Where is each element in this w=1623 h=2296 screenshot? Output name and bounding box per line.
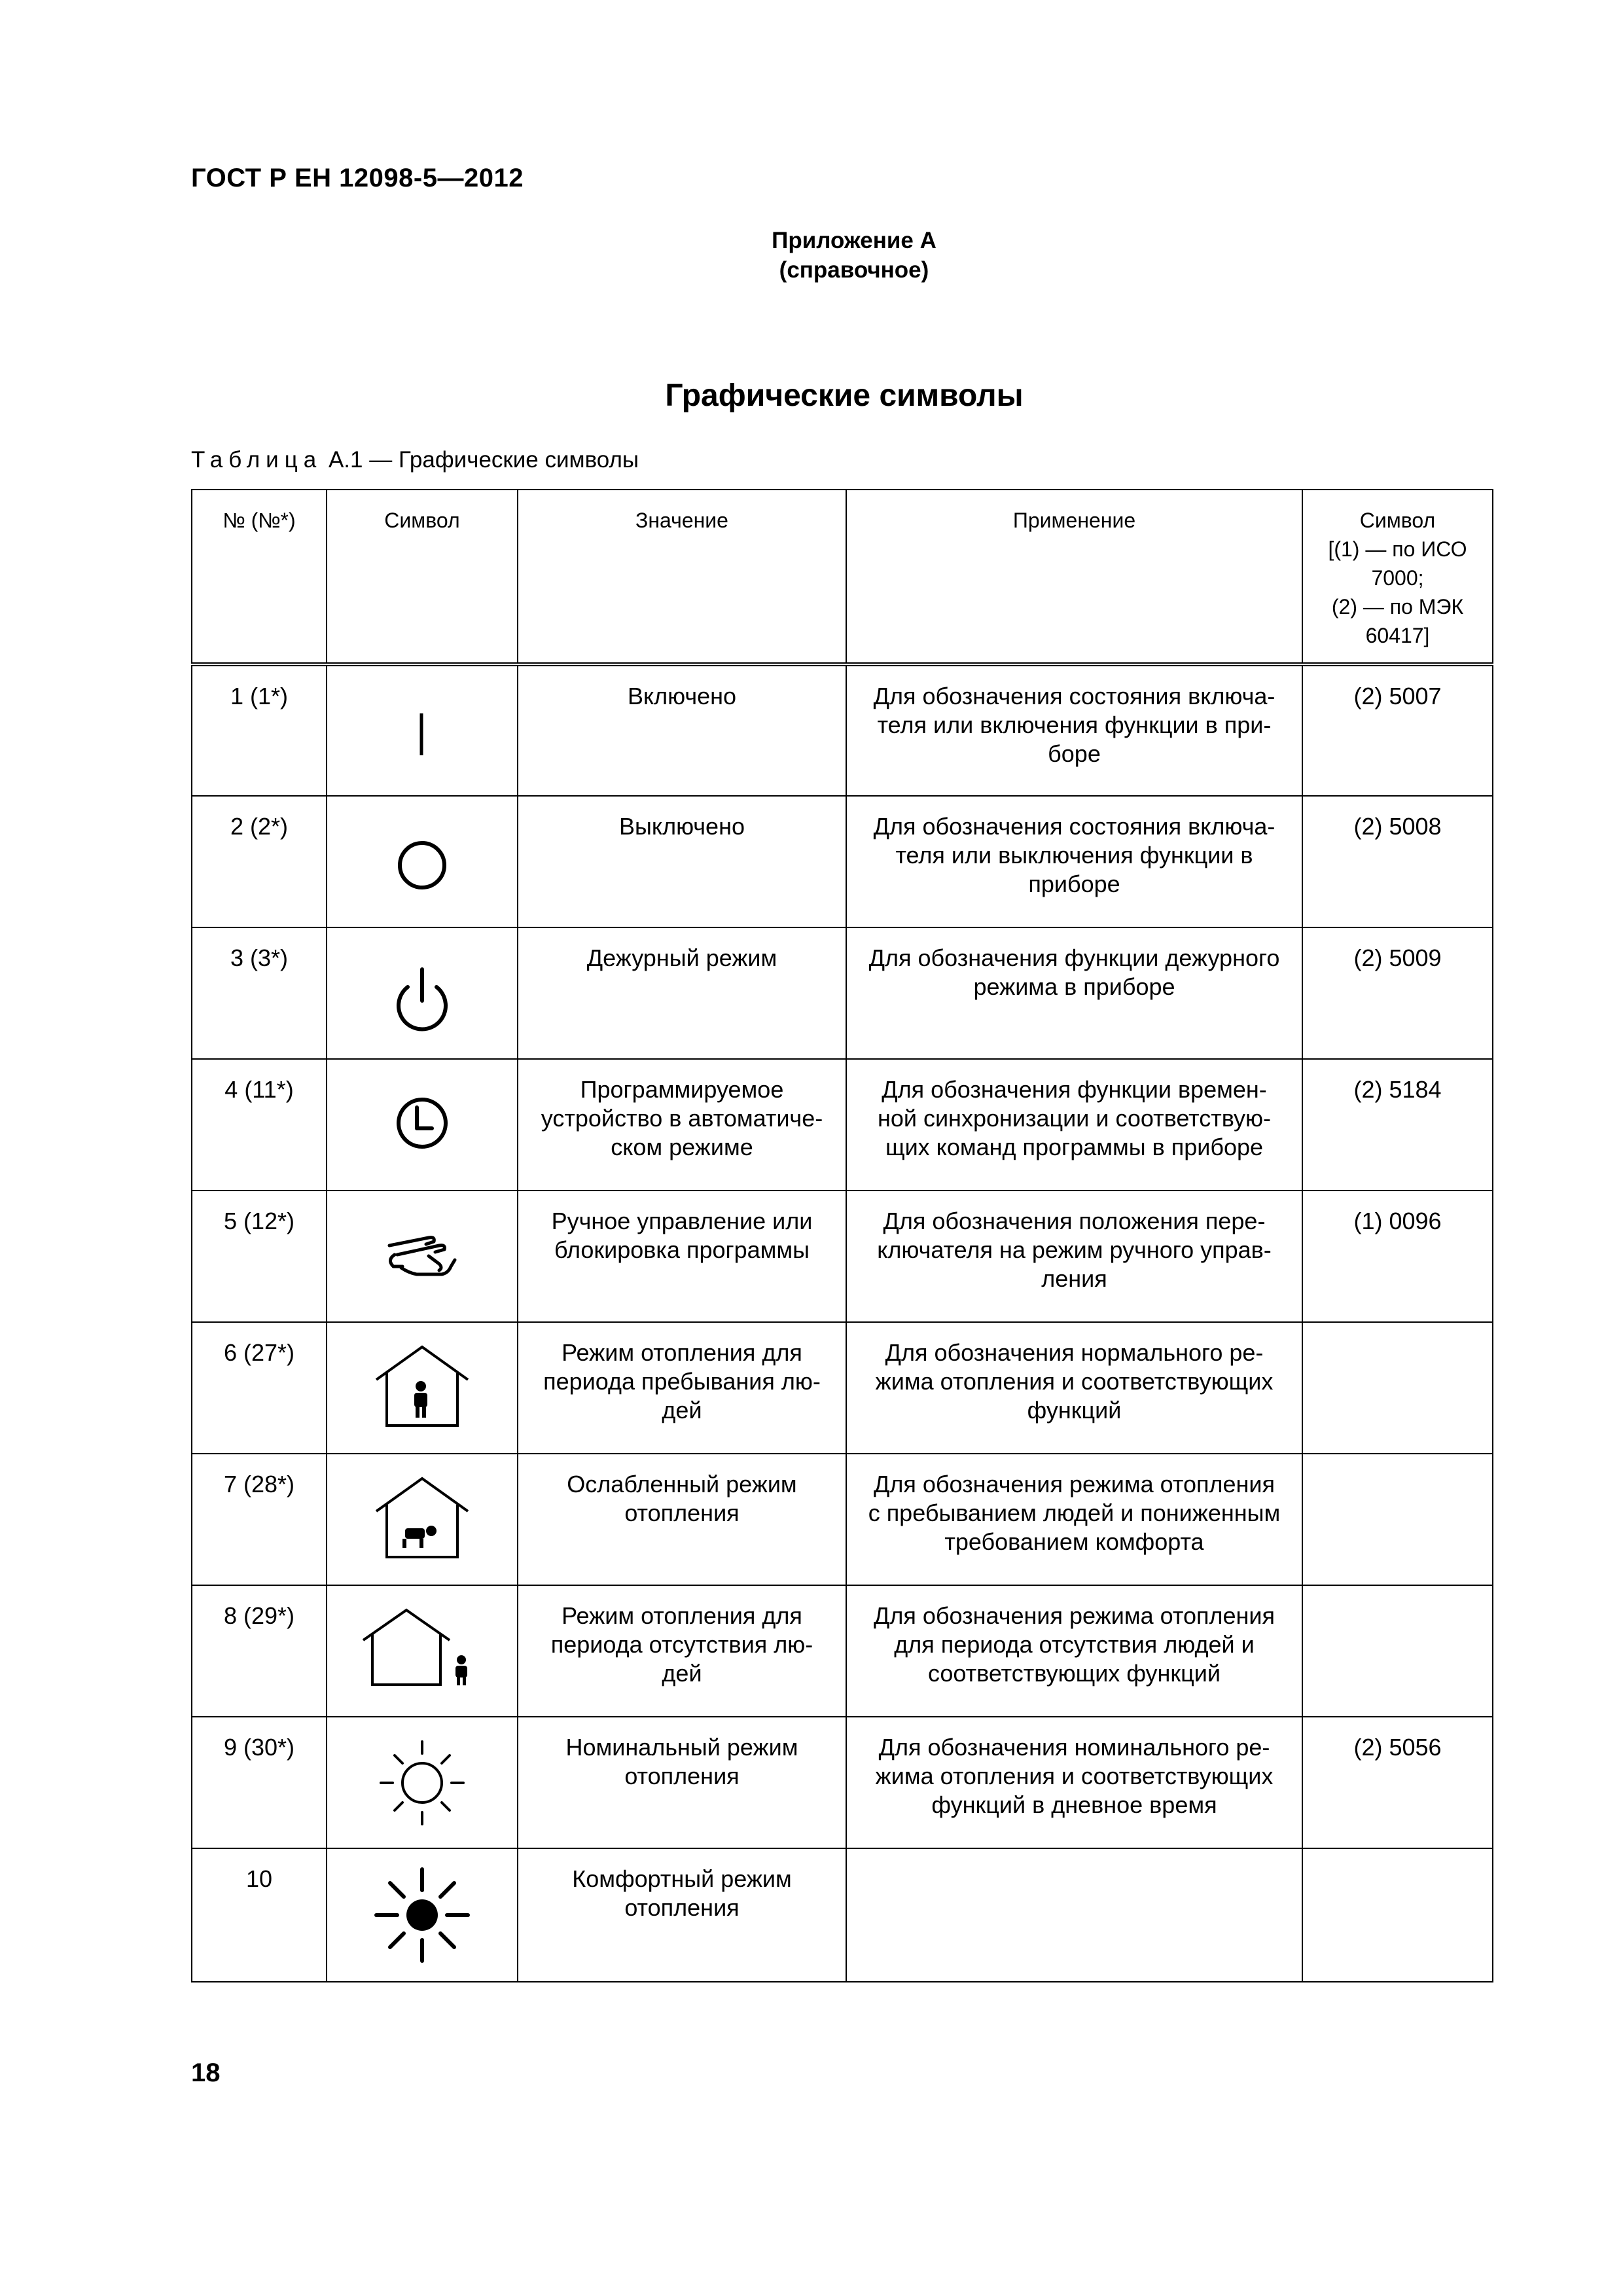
symbols-table xyxy=(191,489,1493,1982)
meaning-cell: Включено xyxy=(518,664,846,796)
table-row xyxy=(192,1059,1493,1191)
row-number: 1 (1*) xyxy=(192,664,327,796)
house-person-outside-icon xyxy=(357,1602,488,1700)
application-cell: Для обозначения режима отопления для периода отсутствия людей и соответствующих функций xyxy=(846,1585,1302,1717)
table-row xyxy=(192,1585,1493,1717)
meaning-cell: Ослабленный режим отопления xyxy=(518,1454,846,1585)
sun-outline-icon xyxy=(363,1734,481,1832)
symbol-cell xyxy=(327,1585,518,1717)
table-row xyxy=(192,1454,1493,1585)
symbol-cell xyxy=(327,1059,518,1191)
col-header-application: Применение xyxy=(846,490,1302,664)
document-code: ГОСТ Р ЕН 12098-5—2012 xyxy=(191,164,524,192)
table-row xyxy=(192,1848,1493,1982)
application-cell: Для обозначения функции времен- ной синхронизации и соответствую- щих команд программы в приборе xyxy=(846,1059,1302,1191)
application-cell: Для обозначения режима отопления с пребыванием людей и пониженным требованием комфорта xyxy=(846,1454,1302,1585)
row-number: 4 (11*) xyxy=(192,1059,327,1191)
annex-title: Приложение А xyxy=(772,228,936,253)
col-header-reference: Символ [(1) — по ИСО 7000; (2) — по МЭК 60417] xyxy=(1302,490,1493,664)
reference-cell: (2) 5009 xyxy=(1302,927,1493,1059)
reference-cell xyxy=(1302,1454,1493,1585)
reference-cell: (1) 0096 xyxy=(1302,1191,1493,1322)
meaning-cell: Дежурный режим xyxy=(518,927,846,1059)
table-row xyxy=(192,927,1493,1059)
symbol-cell xyxy=(327,1322,518,1454)
row-number: 3 (3*) xyxy=(192,927,327,1059)
annex-heading xyxy=(730,226,978,285)
application-cell xyxy=(846,1848,1302,1982)
reference-cell xyxy=(1302,1322,1493,1454)
col-header-meaning: Значение xyxy=(518,490,846,664)
meaning-cell: Режим отопления для периода пребывания лю- дей xyxy=(518,1322,846,1454)
reference-cell: (2) 5184 xyxy=(1302,1059,1493,1191)
clock-icon xyxy=(363,1083,481,1168)
application-cell: Для обозначения функции дежурного режима в приборе xyxy=(846,927,1302,1059)
row-number: 10 xyxy=(192,1848,327,1982)
symbol-cell xyxy=(327,664,518,796)
meaning-cell: Комфортный режим отопления xyxy=(518,1848,846,1982)
application-cell: Для обозначения состояния включа- теля или выключения функции в приборе xyxy=(846,796,1302,927)
annex-type: (справочное) xyxy=(779,257,929,283)
table-caption xyxy=(191,447,639,473)
symbol-cell xyxy=(327,796,518,927)
page-number: 18 xyxy=(191,2058,221,2087)
meaning-cell: Режим отопления для периода отсутствия лю- дей xyxy=(518,1585,846,1717)
hand-icon xyxy=(363,1214,481,1299)
table-row xyxy=(192,664,1493,796)
application-cell: Для обозначения нормального ре- жима отопления и соответствующих функций xyxy=(846,1322,1302,1454)
power-off-icon xyxy=(363,826,481,898)
symbol-cell xyxy=(327,1191,518,1322)
row-number: 7 (28*) xyxy=(192,1454,327,1585)
application-cell: Для обозначения состояния включа- теля или включения функции в при- боре xyxy=(846,664,1302,796)
application-cell: Для обозначения положения пере- ключателя на режим ручного управ- ления xyxy=(846,1191,1302,1322)
reference-cell xyxy=(1302,1848,1493,1982)
meaning-cell: Выключено xyxy=(518,796,846,927)
symbol-cell xyxy=(327,1717,518,1848)
section-title: Графические символы xyxy=(665,378,1024,413)
row-number: 8 (29*) xyxy=(192,1585,327,1717)
symbol-cell xyxy=(327,1454,518,1585)
row-number: 2 (2*) xyxy=(192,796,327,927)
house-reclining-person-icon xyxy=(363,1471,481,1569)
reference-cell xyxy=(1302,1585,1493,1717)
table-row xyxy=(192,796,1493,927)
table-row xyxy=(192,1191,1493,1322)
standby-icon xyxy=(363,951,481,1036)
table-caption-rest: А.1 — Графические символы xyxy=(322,447,639,473)
row-number: 9 (30*) xyxy=(192,1717,327,1848)
application-cell: Для обозначения номинального ре- жима отопления и соответствующих функций в дневное время xyxy=(846,1717,1302,1848)
table-header-row xyxy=(192,490,1493,664)
symbol-cell xyxy=(327,927,518,1059)
reference-cell: (2) 5007 xyxy=(1302,664,1493,796)
col-header-number: № (№*) xyxy=(192,490,327,664)
col-header-symbol: Символ xyxy=(327,490,518,664)
table-caption-prefix: Таблица xyxy=(191,447,323,473)
reference-cell: (2) 5008 xyxy=(1302,796,1493,927)
house-person-icon xyxy=(363,1339,481,1437)
meaning-cell: Программируемое устройство в автоматиче- ском режиме xyxy=(518,1059,846,1191)
meaning-cell: Ручное управление или блокировка программы xyxy=(518,1191,846,1322)
power-on-icon xyxy=(363,695,481,767)
meaning-cell: Номинальный режим отопления xyxy=(518,1717,846,1848)
row-number: 6 (27*) xyxy=(192,1322,327,1454)
table-row xyxy=(192,1717,1493,1848)
reference-cell: (2) 5056 xyxy=(1302,1717,1493,1848)
row-number: 5 (12*) xyxy=(192,1191,327,1322)
sun-filled-icon xyxy=(363,1863,481,1967)
table-row xyxy=(192,1322,1493,1454)
symbol-cell xyxy=(327,1848,518,1982)
